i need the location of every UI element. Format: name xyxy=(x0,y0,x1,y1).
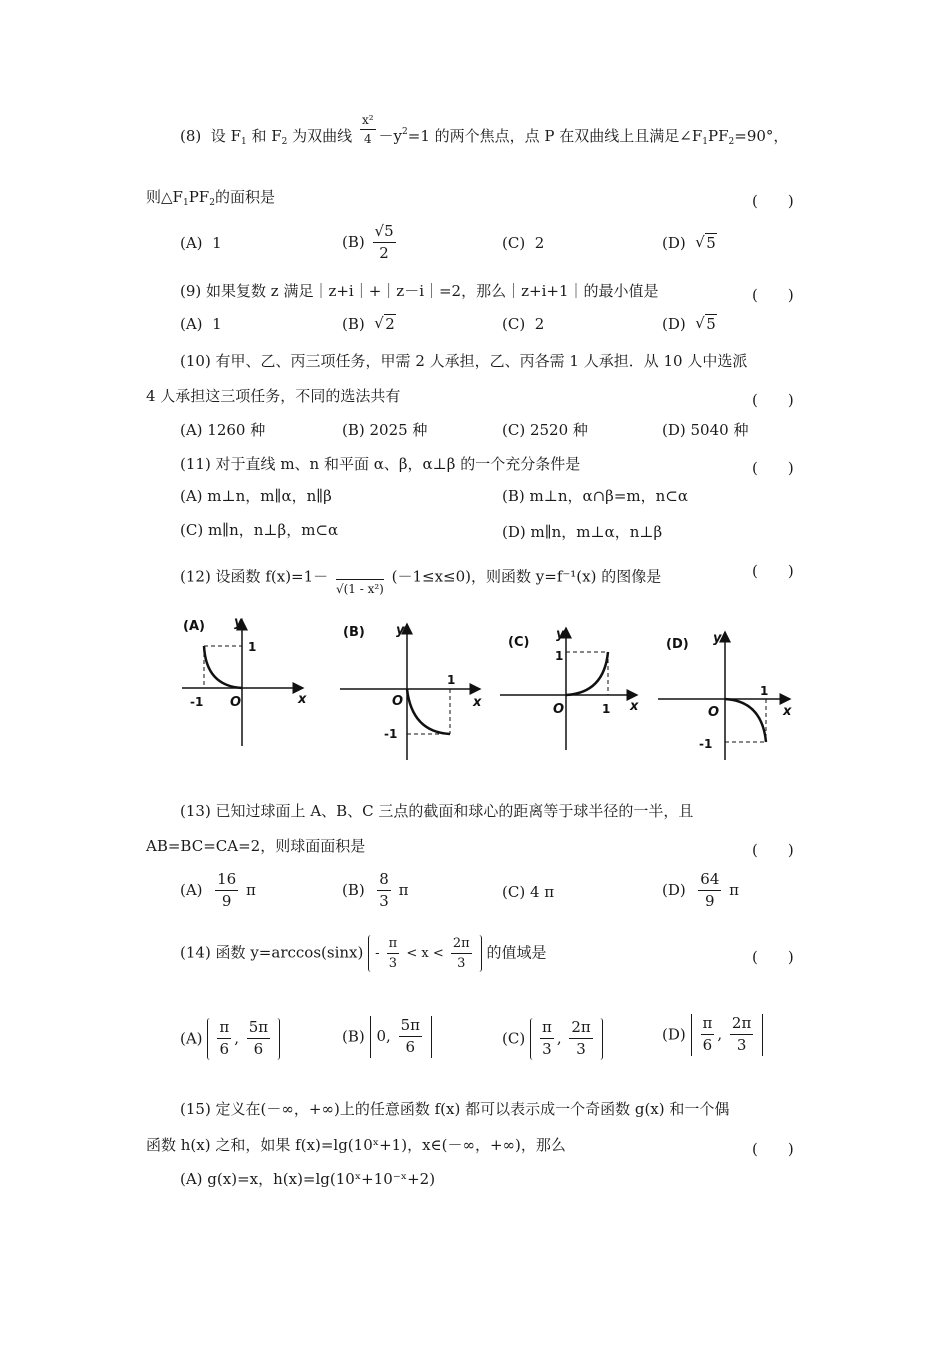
q15-line2: 函数 h(x) 之和，如果 f(x)=lg(10ˣ+1)，x∈(－∞，+∞)，那么 xyxy=(146,1136,566,1154)
q8-line1: (8) 设 $F_1$ 和 $F_2$ 为双曲线 $\frac{\text{x²}}{4}$ $-y^2=1$ 的两个焦点，点 P 在双曲线上且满足$\angle F_1PF_2=90^\circ$， xyxy=(180,113,789,147)
q14-condition: - $\frac{\pi}{3}$ < x < $\frac{2\pi}{3}$ xyxy=(368,935,482,972)
svg-text:x: x xyxy=(630,699,639,714)
q13-answer-blank[interactable]: ( ) xyxy=(752,841,794,859)
q11-line: (11) 对于直线 m、n 和平面 α、β，α⊥β 的一个充分条件是 xyxy=(180,455,581,473)
q10-option-c[interactable]: (C) 2520 种 xyxy=(502,421,588,439)
q14-option-d[interactable]: (D) $\frac{\pi}{6}$ , $\frac{2\pi}{3}$ xyxy=(662,1014,763,1056)
q14-line: (14) 函数 y=arccos(sinx) - $\frac{\pi}{3}$ < x < $\frac{2\pi}{3}$ 的值域是 xyxy=(180,936,547,971)
svg-text:x: x xyxy=(473,695,482,710)
q15-line1: (15) 定义在(－∞，+∞)上的任意函数 f(x) 都可以表示成一个奇函数 g(x) 和一个偶 xyxy=(180,1100,730,1118)
svg-text:y: y xyxy=(396,623,405,638)
q11-option-d[interactable]: (D) m∥n，m⊥α，n⊥β xyxy=(502,523,663,541)
q10-line1: (10) 有甲、乙、丙三项任务，甲需 2 人承担，乙、丙各需 1 人承担．从 10 人中选派 xyxy=(180,352,748,370)
q13-line2: AB=BC=CA=2，则球面面积是 xyxy=(146,837,366,855)
q14-option-c[interactable]: (C) $\frac{\pi}{3}$ , $\frac{2\pi}{3}$ xyxy=(502,1018,603,1060)
svg-text:y: y xyxy=(234,615,243,630)
q15-option-a[interactable]: (A) g(x)=x，h(x)=lg(10ˣ+10⁻ˣ+2) xyxy=(180,1170,436,1188)
q8-option-b[interactable]: (B) $\frac{√5}{2}$ xyxy=(342,222,394,262)
svg-text:-1: -1 xyxy=(699,737,713,751)
q9-answer-blank[interactable]: ( ) xyxy=(752,286,794,304)
q14-option-b[interactable]: (B) 0, $\frac{5\pi}{6}$ xyxy=(342,1016,432,1058)
q9-option-b[interactable]: (B) √ 2 xyxy=(342,317,396,332)
q12-answer-blank[interactable]: ( ) xyxy=(752,562,794,580)
svg-text:y: y xyxy=(713,631,722,646)
svg-text:1: 1 xyxy=(248,640,257,654)
q12-graphs xyxy=(0,600,950,780)
q12-line: (12) 设函数 f(x)=1－ √(1 - x²) (－1≤x≤0)，则函数 y=f⁻¹(x) 的图像是 xyxy=(180,560,661,595)
svg-text:O: O xyxy=(392,694,404,709)
q14-answer-blank[interactable]: ( ) xyxy=(752,948,794,966)
q9-option-d[interactable]: (D) √ 5 xyxy=(662,317,717,332)
svg-text:x: x xyxy=(783,704,792,719)
q10-option-d[interactable]: (D) 5040 种 xyxy=(662,421,749,439)
q8-line2: 则$\triangle F_1PF_2$的面积是 xyxy=(146,188,275,208)
graph-a[interactable] xyxy=(182,615,307,746)
q13-option-c[interactable]: (C) 4 π xyxy=(502,883,555,901)
graph-b[interactable] xyxy=(340,623,482,760)
svg-text:O: O xyxy=(230,695,242,710)
svg-text:y: y xyxy=(556,627,565,642)
q11-option-a[interactable]: (A) m⊥n，m∥α，n∥β xyxy=(180,487,332,505)
svg-text:1: 1 xyxy=(760,684,769,698)
q10-line2: 4 人承担这三项任务，不同的选法共有 xyxy=(146,387,401,405)
q11-option-b[interactable]: (B) m⊥n，α∩β=m，n⊂α xyxy=(502,487,689,505)
svg-text:1: 1 xyxy=(602,702,611,716)
q8-fraction: $\frac{\text{x²}}{4}$ xyxy=(361,113,374,146)
graph-c[interactable] xyxy=(500,627,639,750)
q15-answer-blank[interactable]: ( ) xyxy=(752,1140,794,1158)
q10-option-a[interactable]: (A) 1260 种 xyxy=(180,421,266,439)
q9-line: (9) 如果复数 z 满足｜z+i｜+｜z－i｜=2，那么｜z+i+1｜的最小值是 xyxy=(180,282,659,300)
q9-option-a[interactable]: (A) 1 xyxy=(180,315,222,333)
q12-fraction: √(1 - x²) xyxy=(336,564,384,595)
q13-option-a[interactable]: (A) $\frac{16}{9}$ π xyxy=(180,870,256,910)
q14-option-a[interactable]: (A) $\frac{\pi}{6}$ , $\frac{5\pi}{6}$ xyxy=(180,1018,280,1060)
svg-text:(D): (D) xyxy=(666,637,689,652)
q13-line1: (13) 已知过球面上 A、B、C 三点的截面和球心的距离等于球半径的一半，且 xyxy=(180,802,694,820)
svg-text:(C): (C) xyxy=(508,635,530,650)
svg-text:-1: -1 xyxy=(190,695,204,709)
q8-number: (8) xyxy=(180,127,202,145)
svg-text:-1: -1 xyxy=(384,727,398,741)
svg-text:1: 1 xyxy=(447,673,456,687)
q13-option-d[interactable]: (D) $\frac{64}{9}$ π xyxy=(662,870,740,910)
q8-option-c[interactable]: (C) 2 xyxy=(502,234,545,252)
q10-option-b[interactable]: (B) 2025 种 xyxy=(342,421,428,439)
q8-answer-blank[interactable]: ( ) xyxy=(752,192,794,210)
svg-text:(B): (B) xyxy=(343,625,365,640)
svg-text:O: O xyxy=(708,705,720,720)
q11-option-c[interactable]: (C) m∥n，n⊥β，m⊂α xyxy=(180,521,339,539)
q8-option-a[interactable]: (A) 1 xyxy=(180,234,222,252)
graph-a-label: (A) xyxy=(183,619,205,634)
svg-text:x: x xyxy=(298,692,307,707)
q9-option-c[interactable]: (C) 2 xyxy=(502,315,545,333)
q10-answer-blank[interactable]: ( ) xyxy=(752,391,794,409)
q8-option-d[interactable]: (D) √ 5 xyxy=(662,236,717,251)
graph-d[interactable] xyxy=(658,631,792,760)
q13-option-b[interactable]: (B) $\frac{8}{3}$ π xyxy=(342,870,409,910)
q11-answer-blank[interactable]: ( ) xyxy=(752,459,794,477)
svg-text:1: 1 xyxy=(555,649,564,663)
svg-text:O: O xyxy=(553,702,565,717)
